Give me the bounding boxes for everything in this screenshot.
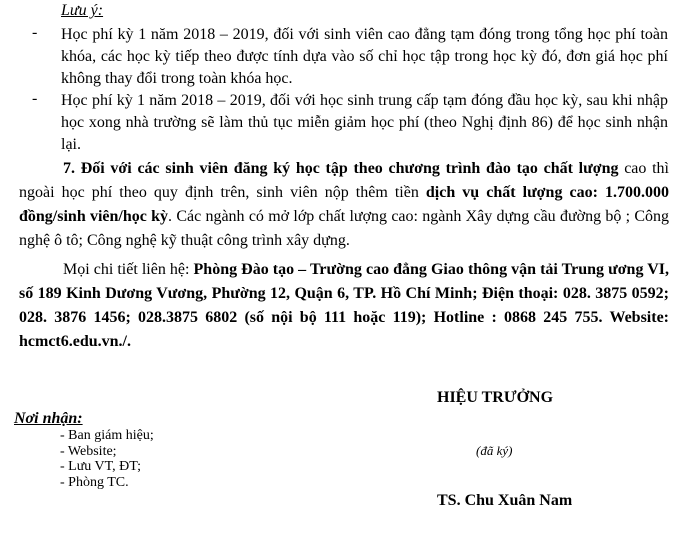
recipient-item: - Website; [60, 444, 154, 460]
contact-paragraph [19, 258, 669, 354]
item-7-text-1: cao thì ngoài học phí theo quy định trên, sinh viên nộp thêm tiền [19, 160, 670, 201]
note-item-1-text: Học phí kỳ 1 năm 2018 – 2019, đối với sinh viên cao đẳng tạm đóng trong tổng học phí toàn khóa, các học kỳ tiếp theo được tính dựa vào số chỉ học tập trong học kỳ đó, đơn giá học phí không thay đổi trong toàn khóa học. [61, 26, 668, 87]
note-title: Lưu ý: [61, 2, 104, 19]
item-7-fee: dịch vụ chất lượng cao: 1.700.000 đồng/sinh viên/học kỳ [19, 184, 669, 225]
contact-lead: Mọi chi tiết liên hệ: [63, 261, 194, 278]
bullet-dash: - [32, 24, 38, 41]
recipient-item: - Ban giám hiệu; [60, 428, 154, 444]
recipients-title: Nơi nhận: [14, 410, 83, 427]
signed-note: (đã ký) [476, 443, 513, 458]
recipient-item: - Lưu VT, ĐT; [60, 459, 154, 475]
recipient-item: - Phòng TC. [60, 475, 154, 491]
signature-title: HIỆU TRƯỞNG [437, 389, 554, 406]
bullet-dash: - [32, 90, 38, 107]
note-item-1 [32, 24, 668, 90]
signer-name: TS. Chu Xuân Nam [437, 492, 573, 509]
item-7-paragraph [19, 157, 669, 253]
note-item-2-text: Học phí kỳ 1 năm 2018 – 2019, đối với học sinh trung cấp tạm đóng đầu học kỳ, sau khi nhập học xong nhà trường sẽ làm thủ tục miễn giảm học phí (theo Nghị định 86) để học sinh nhận lại. [61, 92, 668, 153]
note-item-2 [32, 90, 668, 156]
item-7-lead: 7. Đối với các sinh viên đăng ký học tập theo chương trình đào tạo chất lượng [63, 160, 619, 177]
recipients-list [60, 428, 154, 490]
item-7-text-2: . Các ngành có mở lớp chất lượng cao: ngành Xây dựng cầu đường bộ ; Công nghệ ô tô; Công nghệ kỹ thuật công trình xây dựng. [19, 208, 670, 249]
contact-details: Phòng Đào tạo – Trường cao đẳng Giao thông vận tải Trung ương VI, số 189 Kinh Dương Vương, Phường 12, Quận 6, TP. Hồ Chí Minh; Điện thoại: 028. 3875 0592; 028. 3876 1456; 028.3875 6802 (số nội bộ 111 hoặc 119); Hotline : 0868 245 755. Website: hcmct6.edu.vn./. [19, 261, 670, 350]
